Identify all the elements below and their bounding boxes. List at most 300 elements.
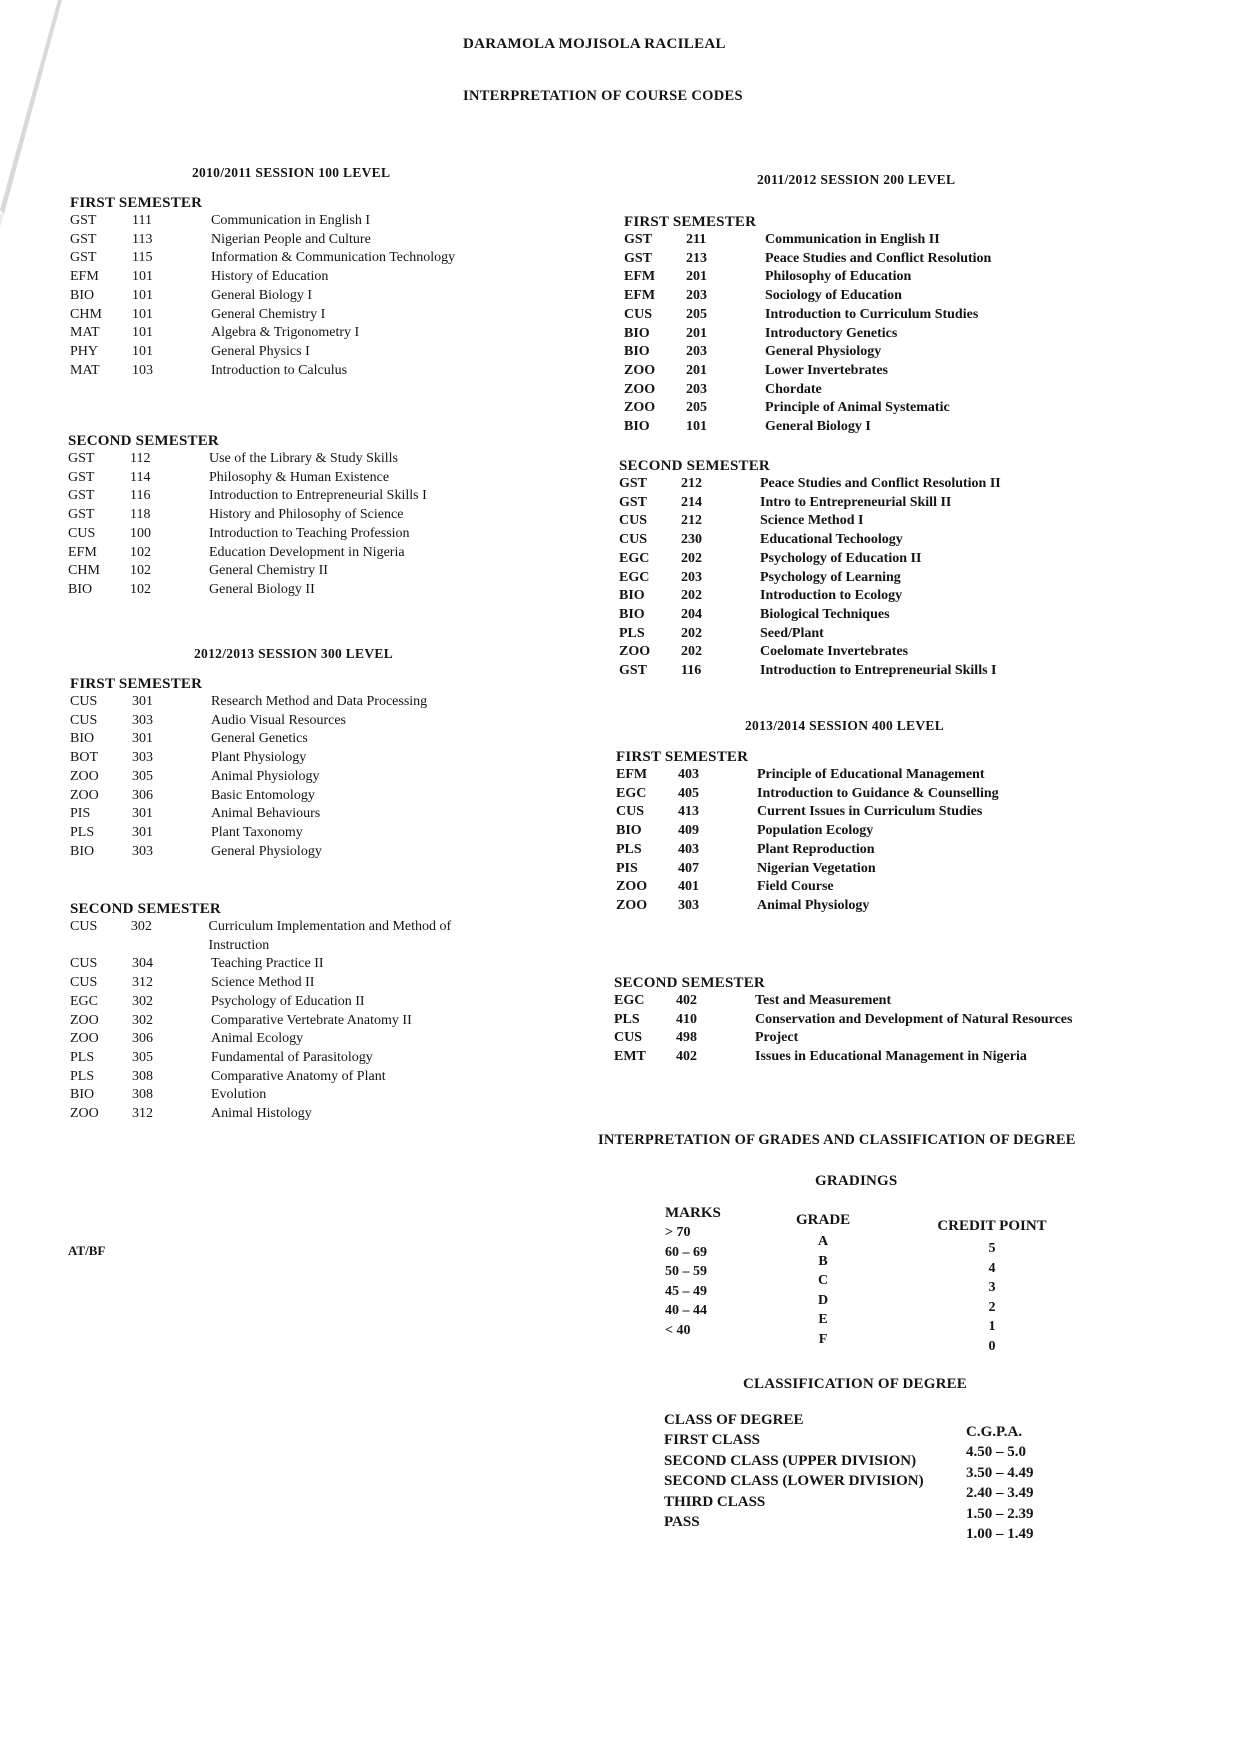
course-number: 203 (686, 344, 707, 360)
credit-point-value: 2 (988, 1299, 996, 1315)
course-title: General Biology II (209, 581, 315, 597)
semester-label: SECOND SEMESTER (614, 975, 765, 991)
course-dept-code: ZOO (624, 381, 656, 397)
course-dept-code: EFM (624, 288, 656, 304)
semester-block-400-first (616, 748, 1156, 916)
course-row (68, 469, 508, 488)
course-row (70, 749, 510, 768)
course-number: 101 (132, 343, 153, 359)
course-title: Population Ecology (757, 823, 874, 839)
course-number: 305 (132, 1049, 153, 1065)
course-row (70, 712, 510, 731)
course-title: Psychology of Education II (760, 550, 922, 566)
course-title: Use of the Library & Study Skills (209, 451, 398, 466)
course-title: Animal Ecology (211, 1031, 304, 1047)
course-title: Curriculum Implementation and Method of Instruction (208, 919, 452, 953)
cgpa-range: 1.50 – 2.39 (966, 1505, 1034, 1522)
course-row (619, 606, 1159, 625)
class-of-degree-column (664, 1410, 924, 1533)
semester-block-300-second (70, 900, 510, 1124)
course-dept-code: GST (624, 250, 653, 266)
course-number: 115 (132, 250, 153, 266)
course-number: 302 (130, 919, 152, 934)
semester-block-200-second (619, 457, 1159, 681)
course-title: Science Method II (211, 975, 315, 991)
course-number: 402 (676, 993, 697, 1008)
course-title: Animal Histology (211, 1106, 312, 1122)
course-title: Introductory Genetics (765, 325, 898, 341)
course-row (68, 544, 508, 563)
course-row (70, 268, 510, 287)
course-number: 403 (678, 841, 699, 857)
semester-label: SECOND SEMESTER (68, 433, 219, 449)
course-row (70, 730, 510, 749)
course-dept-code: PLS (614, 1011, 640, 1027)
course-title: Teaching Practice II (211, 956, 324, 972)
course-row (619, 587, 1159, 606)
course-dept-code: CUS (68, 525, 96, 541)
session-heading-400: 2013/2014 SESSION 400 LEVEL (745, 718, 945, 733)
credit-point-value: 1 (988, 1319, 996, 1335)
course-number: 211 (686, 232, 707, 247)
course-dept-code: EMT (614, 1049, 646, 1065)
course-dept-code: ZOO (70, 768, 99, 784)
course-dept-code: PHY (70, 343, 99, 359)
semester-label: SECOND SEMESTER (619, 458, 770, 474)
course-number: 401 (678, 879, 699, 895)
course-title: Issues in Educational Management in Nigeria (755, 1049, 1027, 1065)
course-row (68, 562, 508, 581)
course-number: 413 (678, 804, 699, 820)
cgpa-header: C.G.P.A. (966, 1424, 1023, 1440)
student-name: DARAMOLA MOJISOLA RACILEAL (463, 36, 726, 52)
marks-value: < 40 (665, 1322, 691, 1338)
course-row (619, 625, 1159, 644)
marks-header: MARKS (665, 1205, 721, 1221)
course-row (624, 381, 1144, 400)
course-dept-code: EFM (624, 269, 656, 285)
course-row (614, 1029, 1174, 1048)
course-dept-code: EGC (619, 550, 650, 566)
course-dept-code: CHM (70, 306, 102, 322)
course-dept-code: PIS (70, 806, 91, 822)
course-title: Intro to Entrepreneurial Skill II (760, 494, 952, 510)
course-number: 410 (676, 1011, 697, 1027)
course-dept-code: ZOO (619, 644, 651, 660)
course-number: 306 (132, 1031, 153, 1047)
course-number: 101 (132, 269, 153, 285)
course-row (619, 494, 1159, 513)
course-row (70, 362, 510, 381)
course-title: Lower Invertebrates (765, 362, 888, 378)
course-title: Field Course (757, 879, 834, 895)
course-dept-code: ZOO (624, 362, 656, 378)
course-title: Psychology of Learning (760, 569, 901, 585)
course-number: 301 (132, 824, 153, 840)
course-number: 303 (132, 843, 153, 859)
course-row (70, 1068, 510, 1087)
course-dept-code: ZOO (624, 400, 656, 416)
course-row (70, 1086, 510, 1105)
course-title: Nigerian Vegetation (757, 860, 876, 876)
course-dept-code: PLS (619, 625, 645, 641)
course-row (624, 418, 1144, 437)
marks-value: 40 – 44 (665, 1303, 707, 1319)
course-dept-code: GST (70, 231, 97, 247)
course-number: 306 (132, 787, 153, 803)
course-title: History and Philosophy of Science (209, 507, 404, 523)
course-number: 205 (686, 306, 707, 322)
course-number: 101 (132, 325, 153, 341)
course-dept-code: GST (624, 232, 653, 247)
course-row (70, 1105, 510, 1124)
course-row (619, 662, 1159, 681)
course-row (70, 974, 510, 993)
course-row (614, 1048, 1174, 1067)
grade-letter: E (818, 1312, 828, 1328)
course-dept-code: CUS (70, 712, 98, 728)
course-number: 202 (681, 550, 702, 566)
degree-class: THIRD CLASS (664, 1493, 766, 1510)
course-title: General Biology I (211, 287, 313, 303)
course-dept-code: MAT (70, 325, 100, 341)
course-title: Chordate (765, 381, 822, 397)
cgpa-range: 3.50 – 4.49 (966, 1464, 1034, 1481)
course-number: 114 (130, 469, 151, 485)
course-dept-code: ZOO (70, 1031, 99, 1047)
course-number: 113 (132, 231, 153, 247)
course-row (70, 843, 510, 862)
course-dept-code: CUS (70, 956, 98, 972)
course-number: 202 (681, 625, 702, 641)
course-row (70, 993, 510, 1012)
course-dept-code: GST (68, 451, 95, 466)
session-heading-200: 2011/2012 SESSION 200 LEVEL (757, 172, 956, 187)
course-row (70, 1012, 510, 1031)
course-number: 308 (132, 1087, 153, 1103)
course-row (614, 1011, 1174, 1030)
course-number: 230 (681, 532, 702, 548)
course-dept-code: BIO (616, 823, 642, 839)
course-number: 112 (130, 451, 151, 466)
course-row (68, 581, 508, 600)
course-title: Audio Visual Resources (211, 712, 346, 728)
course-dept-code: ZOO (616, 879, 648, 895)
grade-letter: A (818, 1234, 829, 1249)
course-dept-code: CUS (70, 694, 98, 709)
course-title: Current Issues in Curriculum Studies (757, 804, 983, 820)
course-title: Introduction to Entrepreneurial Skills I (760, 663, 997, 679)
course-title: Principle of Animal Systematic (765, 400, 950, 416)
marks-column (665, 1203, 721, 1341)
course-number: 111 (132, 213, 152, 228)
course-number: 303 (132, 712, 153, 728)
course-number: 201 (686, 269, 707, 285)
course-title: Research Method and Data Processing (211, 694, 428, 709)
course-title: Animal Physiology (211, 768, 320, 784)
course-title: Introduction to Teaching Profession (209, 525, 410, 541)
course-number: 205 (686, 400, 707, 416)
course-number: 402 (676, 1049, 697, 1065)
course-number: 204 (681, 606, 702, 622)
course-dept-code: GST (68, 488, 95, 504)
course-dept-code: MAT (70, 362, 100, 378)
course-dept-code: CUS (70, 919, 98, 934)
course-title: Nigerian People and Culture (211, 231, 371, 247)
course-row (70, 1049, 510, 1068)
course-row (616, 785, 1156, 804)
course-title: Plant Physiology (211, 750, 307, 766)
course-title: Information & Communication Technology (211, 250, 456, 266)
course-dept-code: ZOO (70, 787, 99, 803)
marks-value: > 70 (665, 1225, 691, 1240)
course-number: 102 (130, 544, 151, 560)
course-number: 407 (678, 860, 699, 876)
course-title: Peace Studies and Conflict Resolution (765, 250, 992, 266)
course-title: General Physiology (211, 843, 322, 859)
course-number: 301 (132, 806, 153, 822)
semester-block-300-first (70, 675, 510, 861)
course-title: General Physics I (211, 343, 310, 359)
marks-value: 60 – 69 (665, 1244, 707, 1260)
course-row (619, 550, 1159, 569)
course-number: 102 (130, 581, 151, 597)
course-title: Introduction to Guidance & Counselling (757, 785, 999, 801)
grade-header: GRADE (796, 1212, 851, 1228)
course-dept-code: BIO (624, 325, 650, 341)
degree-class: FIRST CLASS (664, 1432, 761, 1448)
course-title: Seed/Plant (760, 625, 824, 641)
course-number: 203 (686, 288, 707, 304)
course-title: General Biology I (765, 419, 871, 435)
credit-point-value: 5 (988, 1241, 996, 1256)
course-number: 202 (681, 644, 702, 660)
semester-block-400-second (614, 974, 1174, 1067)
course-row (619, 475, 1159, 494)
semester-label: FIRST SEMESTER (616, 749, 749, 765)
course-number: 304 (132, 956, 153, 972)
course-number: 212 (681, 476, 702, 491)
course-row (616, 841, 1156, 860)
marks-value: 45 – 49 (665, 1283, 707, 1299)
course-row (624, 250, 1144, 269)
course-title: Psychology of Education II (211, 993, 365, 1009)
course-row (70, 824, 510, 843)
course-title: Comparative Vertebrate Anatomy II (211, 1012, 412, 1028)
course-dept-code: CHM (68, 563, 100, 579)
course-title: General Chemistry II (209, 563, 328, 579)
course-number: 405 (678, 785, 699, 801)
course-dept-code: EGC (616, 785, 647, 801)
course-row (624, 343, 1144, 362)
degree-class: SECOND CLASS (LOWER DIVISION) (664, 1473, 924, 1490)
course-title: Conservation and Development of Natural Resources (755, 1011, 1073, 1027)
course-row (624, 306, 1144, 325)
course-title: Comparative Anatomy of Plant (211, 1068, 386, 1084)
course-dept-code: GST (619, 663, 648, 679)
course-number: 201 (686, 362, 707, 378)
course-row (70, 249, 510, 268)
semester-label: SECOND SEMESTER (70, 901, 221, 917)
course-title: Algebra & Trigonometry I (211, 325, 360, 341)
course-number: 102 (130, 563, 151, 579)
course-number: 101 (132, 306, 153, 322)
course-dept-code: CUS (619, 513, 648, 529)
session-heading-100: 2010/2011 SESSION 100 LEVEL (192, 165, 391, 180)
course-row (616, 803, 1156, 822)
course-row (70, 343, 510, 362)
course-number: 101 (686, 419, 707, 435)
course-row (624, 268, 1144, 287)
course-title: Evolution (211, 1087, 267, 1103)
course-dept-code: BIO (70, 731, 95, 747)
grade-letter: F (818, 1331, 828, 1347)
course-row (619, 531, 1159, 550)
course-row (624, 362, 1144, 381)
course-row (619, 569, 1159, 588)
course-dept-code: CUS (70, 975, 98, 991)
cgpa-range: 1.00 – 1.49 (966, 1526, 1034, 1543)
credit-point-value: 0 (988, 1338, 996, 1354)
course-number: 312 (132, 1106, 153, 1122)
course-dept-code: PLS (70, 824, 95, 840)
course-title: Communication in English I (211, 213, 371, 228)
course-title: Introduction to Ecology (760, 588, 903, 604)
course-number: 201 (686, 325, 707, 341)
course-dept-code: BIO (70, 287, 95, 303)
cgpa-range: 4.50 – 5.0 (966, 1444, 1026, 1460)
course-row (68, 506, 508, 525)
course-dept-code: GST (68, 469, 95, 485)
course-title: Principle of Educational Management (757, 767, 985, 782)
course-title: Communication in English II (765, 232, 940, 247)
course-row (70, 287, 510, 306)
course-dept-code: CUS (614, 1030, 643, 1046)
semester-block-100-second (68, 432, 508, 600)
course-title: Biological Techniques (760, 606, 890, 622)
course-title: Science Method I (760, 513, 864, 529)
semester-block-200-first (624, 213, 1144, 437)
course-number: 101 (132, 287, 153, 303)
course-row (70, 955, 510, 974)
gradings-title: GRADINGS (815, 1173, 898, 1189)
course-row (70, 693, 510, 712)
classification-title: CLASSIFICATION OF DEGREE (743, 1376, 968, 1392)
course-dept-code: ZOO (70, 1106, 99, 1122)
course-dept-code: GST (619, 494, 648, 510)
course-dept-code: BIO (70, 843, 95, 859)
course-title: Introduction to Curriculum Studies (765, 306, 979, 322)
semester-label: FIRST SEMESTER (624, 214, 757, 230)
course-title: Test and Measurement (755, 993, 892, 1008)
course-number: 301 (132, 731, 153, 747)
course-dept-code: CUS (616, 804, 645, 820)
course-row (70, 918, 510, 955)
course-dept-code: CUS (624, 306, 653, 322)
course-row (70, 324, 510, 343)
course-row (616, 878, 1156, 897)
marks-value: 50 – 59 (665, 1264, 707, 1280)
semester-label: FIRST SEMESTER (70, 676, 203, 692)
course-row (624, 231, 1144, 250)
course-number: 498 (676, 1030, 697, 1046)
credit-point-header: CREDIT POINT (937, 1218, 1047, 1234)
course-row (68, 525, 508, 544)
course-dept-code: PLS (70, 1049, 95, 1065)
cgpa-column (966, 1422, 1034, 1545)
course-title: Basic Entomology (211, 787, 315, 803)
course-dept-code: GST (70, 213, 97, 228)
course-title: Philosophy of Education (765, 269, 912, 285)
cgpa-range: 2.40 – 3.49 (966, 1485, 1034, 1502)
semester-label: FIRST SEMESTER (70, 195, 203, 211)
course-dept-code: CUS (619, 532, 648, 548)
grade-letter: B (818, 1253, 828, 1269)
course-title: Animal Behaviours (211, 806, 321, 822)
course-title: Project (755, 1030, 799, 1046)
course-number: 303 (678, 897, 699, 913)
course-number: 203 (686, 381, 707, 397)
course-title: Peace Studies and Conflict Resolution II (760, 476, 1001, 491)
course-title: Coelomate Invertebrates (760, 644, 909, 660)
course-number: 212 (681, 513, 702, 529)
course-dept-code: PIS (616, 860, 638, 876)
session-heading-300: 2012/2013 SESSION 300 LEVEL (194, 646, 394, 661)
course-row (70, 787, 510, 806)
course-number: 103 (132, 362, 153, 378)
course-row (70, 231, 510, 250)
grades-section-title: INTERPRETATION OF GRADES AND CLASSIFICATION OF DEGREE (598, 1132, 1076, 1148)
course-number: 305 (132, 768, 153, 784)
course-number: 213 (686, 250, 707, 266)
course-title: Fundamental of Parasitology (211, 1049, 373, 1065)
course-row (68, 450, 508, 469)
course-row (68, 487, 508, 506)
course-row (70, 306, 510, 325)
grade-column (796, 1210, 850, 1350)
course-dept-code: BIO (68, 581, 93, 597)
course-row (619, 512, 1159, 531)
credit-point-column (922, 1216, 1062, 1357)
course-dept-code: EGC (614, 993, 645, 1008)
course-dept-code: EFM (616, 767, 648, 782)
course-row (614, 992, 1174, 1011)
course-dept-code: PLS (70, 1068, 95, 1084)
course-dept-code: GST (68, 507, 95, 523)
office-stamp-text: AT/BF (68, 1243, 106, 1258)
course-title: History of Education (211, 269, 329, 285)
course-number: 312 (132, 975, 153, 991)
course-dept-code: EFM (68, 544, 97, 560)
grade-letter: D (818, 1292, 829, 1308)
course-number: 118 (130, 507, 151, 523)
course-dept-code: GST (619, 476, 648, 491)
course-title: Animal Physiology (757, 897, 870, 913)
course-dept-code: PLS (616, 841, 642, 857)
course-number: 308 (132, 1068, 153, 1084)
grade-letter: C (818, 1273, 829, 1289)
course-number: 116 (130, 488, 151, 504)
course-number: 409 (678, 823, 699, 839)
course-number: 302 (132, 1012, 153, 1028)
course-row (624, 287, 1144, 306)
course-row (616, 766, 1156, 785)
course-dept-code: GST (70, 250, 97, 266)
course-title: General Chemistry I (211, 306, 326, 322)
course-row (70, 805, 510, 824)
degree-class: SECOND CLASS (UPPER DIVISION) (664, 1452, 917, 1469)
course-dept-code: BIO (619, 588, 645, 604)
